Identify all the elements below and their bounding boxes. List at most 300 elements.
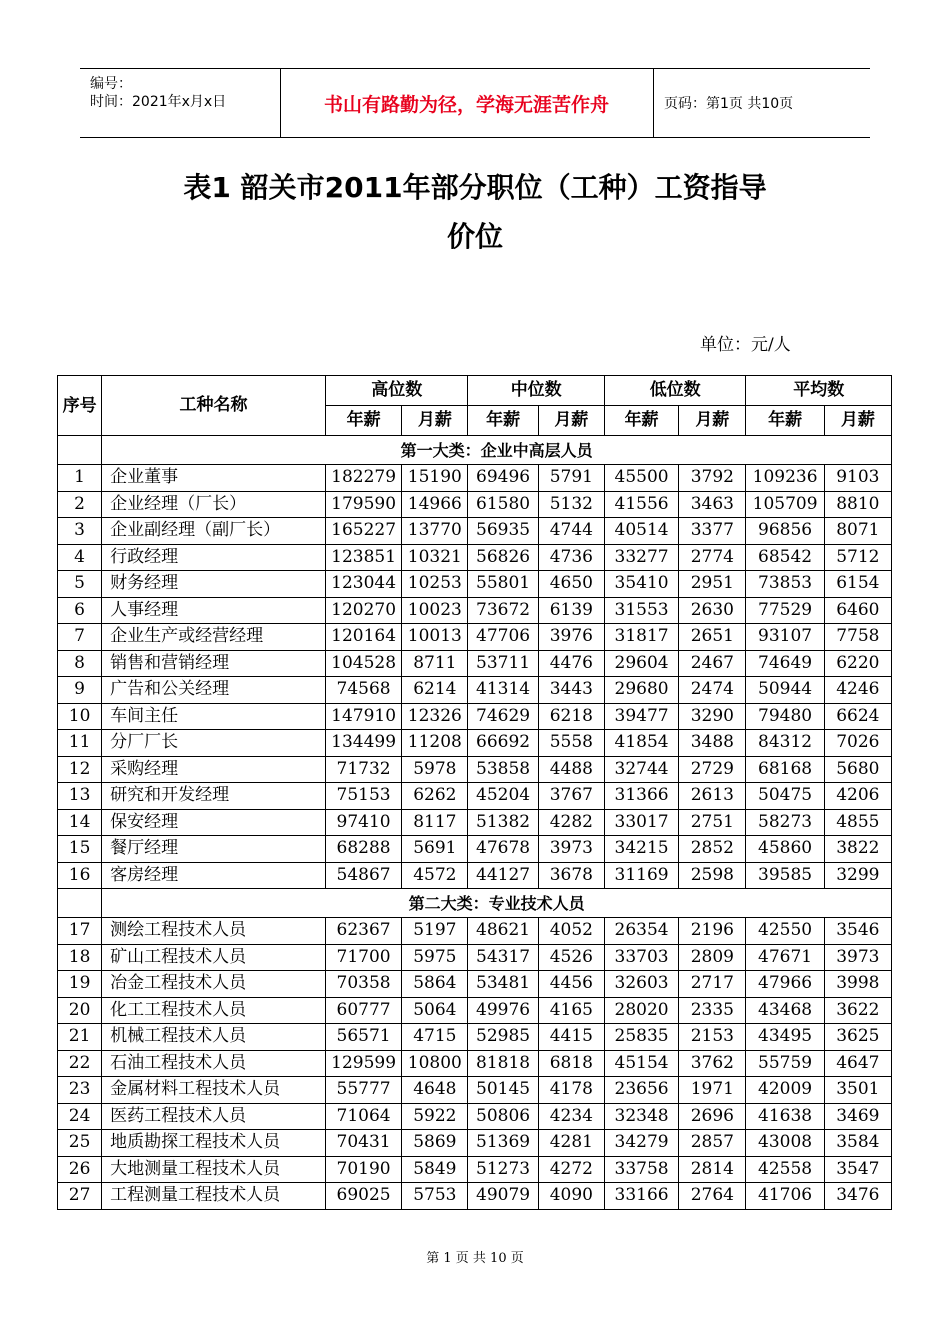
row-job-name: 工程测量工程技术人员 — [102, 1183, 326, 1210]
row-value: 4744 — [538, 518, 604, 545]
row-value: 6154 — [824, 571, 891, 598]
row-value: 50145 — [468, 1077, 538, 1104]
row-value: 3443 — [538, 677, 604, 704]
row-value: 3973 — [824, 944, 891, 971]
row-value: 5864 — [402, 971, 468, 998]
row-value: 2630 — [679, 597, 746, 624]
row-value: 51369 — [468, 1130, 538, 1157]
row-value: 4572 — [402, 862, 468, 889]
row-value: 3678 — [538, 862, 604, 889]
row-value: 74649 — [746, 650, 824, 677]
row-value: 4281 — [538, 1130, 604, 1157]
row-value: 4456 — [538, 971, 604, 998]
group-header: 高位数 — [325, 376, 468, 406]
table-row — [58, 703, 892, 730]
row-seq: 21 — [58, 1024, 102, 1051]
row-value: 42558 — [746, 1156, 824, 1183]
row-seq: 7 — [58, 624, 102, 651]
row-value: 10800 — [402, 1050, 468, 1077]
row-value: 50806 — [468, 1103, 538, 1130]
row-value: 4526 — [538, 944, 604, 971]
row-value: 4736 — [538, 544, 604, 571]
row-value: 39585 — [746, 862, 824, 889]
row-value: 66692 — [468, 730, 538, 757]
category-row — [58, 889, 892, 918]
row-value: 34279 — [604, 1130, 678, 1157]
row-value: 3290 — [679, 703, 746, 730]
row-value: 2809 — [679, 944, 746, 971]
row-value: 28020 — [604, 997, 678, 1024]
row-value: 134499 — [325, 730, 401, 757]
group-header: 中位数 — [468, 376, 604, 406]
row-value: 84312 — [746, 730, 824, 757]
table-row — [58, 809, 892, 836]
row-seq: 20 — [58, 997, 102, 1024]
row-value: 69025 — [325, 1183, 401, 1210]
row-job-name: 企业生产或经营经理 — [102, 624, 326, 651]
row-value: 10253 — [402, 571, 468, 598]
row-value: 4282 — [538, 809, 604, 836]
row-value: 41638 — [746, 1103, 824, 1130]
row-seq: 17 — [58, 918, 102, 945]
row-seq: 13 — [58, 783, 102, 810]
row-value: 68168 — [746, 756, 824, 783]
row-value: 47671 — [746, 944, 824, 971]
table-row — [58, 997, 892, 1024]
row-seq: 5 — [58, 571, 102, 598]
unit-label: 单位：元/人 — [700, 335, 791, 355]
row-value: 48621 — [468, 918, 538, 945]
row-value: 56826 — [468, 544, 538, 571]
row-job-name: 测绘工程技术人员 — [102, 918, 326, 945]
row-value: 56935 — [468, 518, 538, 545]
row-seq: 24 — [58, 1103, 102, 1130]
row-value: 31817 — [604, 624, 678, 651]
row-value: 60777 — [325, 997, 401, 1024]
row-seq: 25 — [58, 1130, 102, 1157]
row-seq: 3 — [58, 518, 102, 545]
row-value: 25835 — [604, 1024, 678, 1051]
row-job-name: 医药工程技术人员 — [102, 1103, 326, 1130]
row-value: 33017 — [604, 809, 678, 836]
table-row — [58, 836, 892, 863]
row-value: 4650 — [538, 571, 604, 598]
row-value: 2764 — [679, 1183, 746, 1210]
row-value: 3501 — [824, 1077, 891, 1104]
row-value: 5922 — [402, 1103, 468, 1130]
row-value: 55801 — [468, 571, 538, 598]
row-value: 44127 — [468, 862, 538, 889]
code-label: 编号： — [90, 76, 132, 92]
table-row — [58, 944, 892, 971]
row-seq: 18 — [58, 944, 102, 971]
row-value: 5869 — [402, 1130, 468, 1157]
row-value: 5978 — [402, 756, 468, 783]
row-value: 3762 — [679, 1050, 746, 1077]
row-value: 8711 — [402, 650, 468, 677]
row-value: 33166 — [604, 1183, 678, 1210]
row-job-name: 车间主任 — [102, 703, 326, 730]
row-job-name: 餐厅经理 — [102, 836, 326, 863]
row-value: 3547 — [824, 1156, 891, 1183]
row-value: 2729 — [679, 756, 746, 783]
row-value: 41556 — [604, 491, 678, 518]
row-value: 3998 — [824, 971, 891, 998]
row-value: 4715 — [402, 1024, 468, 1051]
row-value: 41854 — [604, 730, 678, 757]
sub-header-month: 月薪 — [679, 406, 746, 436]
row-value: 35410 — [604, 571, 678, 598]
row-seq: 10 — [58, 703, 102, 730]
row-seq: 4 — [58, 544, 102, 571]
page-info: 页码：第1页 共10页 — [664, 96, 794, 112]
row-value: 73853 — [746, 571, 824, 598]
sub-header-year: 年薪 — [468, 406, 538, 436]
row-job-name: 大地测量工程技术人员 — [102, 1156, 326, 1183]
row-value: 3622 — [824, 997, 891, 1024]
row-value: 33758 — [604, 1156, 678, 1183]
row-value: 26354 — [604, 918, 678, 945]
row-value: 120270 — [325, 597, 401, 624]
row-value: 56571 — [325, 1024, 401, 1051]
row-seq: 27 — [58, 1183, 102, 1210]
row-value: 4476 — [538, 650, 604, 677]
category-label: 第二大类：专业技术人员 — [102, 889, 892, 918]
row-value: 3488 — [679, 730, 746, 757]
table-row — [58, 918, 892, 945]
row-value: 5975 — [402, 944, 468, 971]
table-row — [58, 650, 892, 677]
group-header: 低位数 — [604, 376, 746, 406]
row-value: 69496 — [468, 465, 538, 492]
row-seq: 14 — [58, 809, 102, 836]
row-value: 54317 — [468, 944, 538, 971]
row-value: 47966 — [746, 971, 824, 998]
table-row — [58, 518, 892, 545]
table-row — [58, 597, 892, 624]
row-value: 52985 — [468, 1024, 538, 1051]
row-value: 4206 — [824, 783, 891, 810]
row-value: 43008 — [746, 1130, 824, 1157]
row-value: 97410 — [325, 809, 401, 836]
row-value: 8117 — [402, 809, 468, 836]
sub-header-year: 年薪 — [325, 406, 401, 436]
row-value: 105709 — [746, 491, 824, 518]
row-value: 10023 — [402, 597, 468, 624]
row-value: 29604 — [604, 650, 678, 677]
row-value: 33703 — [604, 944, 678, 971]
row-value: 61580 — [468, 491, 538, 518]
row-job-name: 分厂厂长 — [102, 730, 326, 757]
row-job-name: 企业董事 — [102, 465, 326, 492]
row-value: 5753 — [402, 1183, 468, 1210]
row-value: 75153 — [325, 783, 401, 810]
row-value: 23656 — [604, 1077, 678, 1104]
row-value: 120164 — [325, 624, 401, 651]
row-value: 32744 — [604, 756, 678, 783]
row-value: 70358 — [325, 971, 401, 998]
row-value: 53858 — [468, 756, 538, 783]
row-value: 40514 — [604, 518, 678, 545]
document-header — [80, 68, 870, 138]
row-value: 9103 — [824, 465, 891, 492]
category-label: 第一大类：企业中高层人员 — [102, 436, 892, 465]
row-value: 31366 — [604, 783, 678, 810]
row-seq: 9 — [58, 677, 102, 704]
row-value: 74568 — [325, 677, 401, 704]
row-value: 104528 — [325, 650, 401, 677]
row-value: 51273 — [468, 1156, 538, 1183]
table-row — [58, 491, 892, 518]
table-row — [58, 624, 892, 651]
row-job-name: 行政经理 — [102, 544, 326, 571]
row-value: 3584 — [824, 1130, 891, 1157]
row-value: 3476 — [824, 1183, 891, 1210]
category-spacer — [58, 436, 102, 465]
row-value: 10013 — [402, 624, 468, 651]
row-value: 93107 — [746, 624, 824, 651]
row-value: 34215 — [604, 836, 678, 863]
row-value: 147910 — [325, 703, 401, 730]
row-value: 4165 — [538, 997, 604, 1024]
row-value: 123851 — [325, 544, 401, 571]
row-value: 5132 — [538, 491, 604, 518]
row-value: 53711 — [468, 650, 538, 677]
row-seq: 26 — [58, 1156, 102, 1183]
row-value: 32348 — [604, 1103, 678, 1130]
row-value: 129599 — [325, 1050, 401, 1077]
row-value: 41314 — [468, 677, 538, 704]
row-value: 68542 — [746, 544, 824, 571]
row-value: 5064 — [402, 997, 468, 1024]
row-value: 3377 — [679, 518, 746, 545]
row-seq: 1 — [58, 465, 102, 492]
row-value: 6818 — [538, 1050, 604, 1077]
row-value: 53481 — [468, 971, 538, 998]
row-value: 42550 — [746, 918, 824, 945]
row-value: 6214 — [402, 677, 468, 704]
row-value: 71064 — [325, 1103, 401, 1130]
row-value: 70190 — [325, 1156, 401, 1183]
header-meta — [80, 69, 281, 137]
row-value: 4415 — [538, 1024, 604, 1051]
row-value: 5197 — [402, 918, 468, 945]
row-job-name: 销售和营销经理 — [102, 650, 326, 677]
row-value: 4246 — [824, 677, 891, 704]
row-value: 3469 — [824, 1103, 891, 1130]
row-value: 2717 — [679, 971, 746, 998]
row-value: 6624 — [824, 703, 891, 730]
row-value: 5691 — [402, 836, 468, 863]
page-title-cont: 价位 — [446, 220, 503, 253]
row-value: 7026 — [824, 730, 891, 757]
row-value: 32603 — [604, 971, 678, 998]
row-value: 31169 — [604, 862, 678, 889]
row-value: 74629 — [468, 703, 538, 730]
row-value: 71732 — [325, 756, 401, 783]
row-value: 5558 — [538, 730, 604, 757]
row-value: 3973 — [538, 836, 604, 863]
row-value: 5712 — [824, 544, 891, 571]
row-value: 7758 — [824, 624, 891, 651]
row-value: 6262 — [402, 783, 468, 810]
row-value: 2196 — [679, 918, 746, 945]
row-value: 3792 — [679, 465, 746, 492]
row-seq: 23 — [58, 1077, 102, 1104]
table-row — [58, 971, 892, 998]
row-value: 6220 — [824, 650, 891, 677]
row-value: 1971 — [679, 1077, 746, 1104]
row-job-name: 金属材料工程技术人员 — [102, 1077, 326, 1104]
sub-header-month: 月薪 — [824, 406, 891, 436]
row-value: 8071 — [824, 518, 891, 545]
row-value: 3463 — [679, 491, 746, 518]
row-value: 5791 — [538, 465, 604, 492]
table-row — [58, 677, 892, 704]
row-value: 96856 — [746, 518, 824, 545]
row-job-name: 企业副经理（副厂长） — [102, 518, 326, 545]
table-row — [58, 544, 892, 571]
row-value: 43468 — [746, 997, 824, 1024]
sub-header-month: 月薪 — [402, 406, 468, 436]
row-seq: 6 — [58, 597, 102, 624]
row-value: 62367 — [325, 918, 401, 945]
row-value: 8810 — [824, 491, 891, 518]
row-value: 179590 — [325, 491, 401, 518]
row-value: 4648 — [402, 1077, 468, 1104]
table-row — [58, 1050, 892, 1077]
table-row — [58, 756, 892, 783]
row-value: 68288 — [325, 836, 401, 863]
row-value: 51382 — [468, 809, 538, 836]
row-job-name: 保安经理 — [102, 809, 326, 836]
row-value: 70431 — [325, 1130, 401, 1157]
row-job-name: 采购经理 — [102, 756, 326, 783]
row-value: 6139 — [538, 597, 604, 624]
table-row — [58, 1103, 892, 1130]
table-row — [58, 783, 892, 810]
row-value: 2467 — [679, 650, 746, 677]
row-value: 77529 — [746, 597, 824, 624]
row-value: 43495 — [746, 1024, 824, 1051]
row-value: 73672 — [468, 597, 538, 624]
row-value: 2651 — [679, 624, 746, 651]
row-value: 45154 — [604, 1050, 678, 1077]
row-value: 4272 — [538, 1156, 604, 1183]
row-job-name: 化工工程技术人员 — [102, 997, 326, 1024]
row-job-name: 财务经理 — [102, 571, 326, 598]
row-value: 2335 — [679, 997, 746, 1024]
row-value: 31553 — [604, 597, 678, 624]
row-value: 33277 — [604, 544, 678, 571]
row-value: 2751 — [679, 809, 746, 836]
page-footer: 第 1 页 共 10 页 — [426, 1251, 524, 1266]
table-row — [58, 1156, 892, 1183]
sub-header-year: 年薪 — [746, 406, 824, 436]
wage-table — [57, 375, 892, 1210]
row-value: 3299 — [824, 862, 891, 889]
row-value: 45860 — [746, 836, 824, 863]
row-value: 5849 — [402, 1156, 468, 1183]
row-value: 47678 — [468, 836, 538, 863]
sub-header-month: 月薪 — [538, 406, 604, 436]
row-job-name: 矿山工程技术人员 — [102, 944, 326, 971]
row-value: 3976 — [538, 624, 604, 651]
row-value: 54867 — [325, 862, 401, 889]
row-value: 3822 — [824, 836, 891, 863]
row-value: 3546 — [824, 918, 891, 945]
row-seq: 22 — [58, 1050, 102, 1077]
row-value: 2852 — [679, 836, 746, 863]
row-value: 3767 — [538, 783, 604, 810]
row-value: 4178 — [538, 1077, 604, 1104]
row-value: 10321 — [402, 544, 468, 571]
row-seq: 11 — [58, 730, 102, 757]
row-job-name: 广告和公关经理 — [102, 677, 326, 704]
row-seq: 2 — [58, 491, 102, 518]
table-row — [58, 571, 892, 598]
row-value: 55777 — [325, 1077, 401, 1104]
row-job-name: 研究和开发经理 — [102, 783, 326, 810]
row-value: 2474 — [679, 677, 746, 704]
time-label: 时间：2021年x月x日 — [90, 94, 227, 110]
col-name: 工种名称 — [102, 376, 326, 436]
group-header: 平均数 — [746, 376, 892, 406]
row-value: 81818 — [468, 1050, 538, 1077]
row-value: 2951 — [679, 571, 746, 598]
row-value: 50475 — [746, 783, 824, 810]
row-value: 47706 — [468, 624, 538, 651]
table-row — [58, 1077, 892, 1104]
row-value: 2774 — [679, 544, 746, 571]
row-job-name: 地质勘探工程技术人员 — [102, 1130, 326, 1157]
row-value: 6460 — [824, 597, 891, 624]
row-job-name: 石油工程技术人员 — [102, 1050, 326, 1077]
row-value: 13770 — [402, 518, 468, 545]
row-value: 2153 — [679, 1024, 746, 1051]
row-value: 11208 — [402, 730, 468, 757]
sub-header-year: 年薪 — [604, 406, 678, 436]
row-value: 58273 — [746, 809, 824, 836]
row-value: 41706 — [746, 1183, 824, 1210]
row-seq: 16 — [58, 862, 102, 889]
row-job-name: 企业经理（厂长） — [102, 491, 326, 518]
row-value: 4234 — [538, 1103, 604, 1130]
row-value: 109236 — [746, 465, 824, 492]
row-value: 4488 — [538, 756, 604, 783]
table-row — [58, 1130, 892, 1157]
row-value: 182279 — [325, 465, 401, 492]
row-value: 45204 — [468, 783, 538, 810]
row-value: 50944 — [746, 677, 824, 704]
row-value: 79480 — [746, 703, 824, 730]
row-value: 39477 — [604, 703, 678, 730]
page-title: 表1 韶关市2011年部分职位（工种）工资指导 — [183, 171, 767, 204]
row-value: 2814 — [679, 1156, 746, 1183]
row-value: 55759 — [746, 1050, 824, 1077]
table-row — [58, 730, 892, 757]
table-row — [58, 862, 892, 889]
row-job-name: 人事经理 — [102, 597, 326, 624]
row-job-name: 客房经理 — [102, 862, 326, 889]
row-value: 2696 — [679, 1103, 746, 1130]
row-value: 123044 — [325, 571, 401, 598]
row-value: 42009 — [746, 1077, 824, 1104]
row-value: 3625 — [824, 1024, 891, 1051]
category-spacer — [58, 889, 102, 918]
row-value: 71700 — [325, 944, 401, 971]
row-value: 29680 — [604, 677, 678, 704]
